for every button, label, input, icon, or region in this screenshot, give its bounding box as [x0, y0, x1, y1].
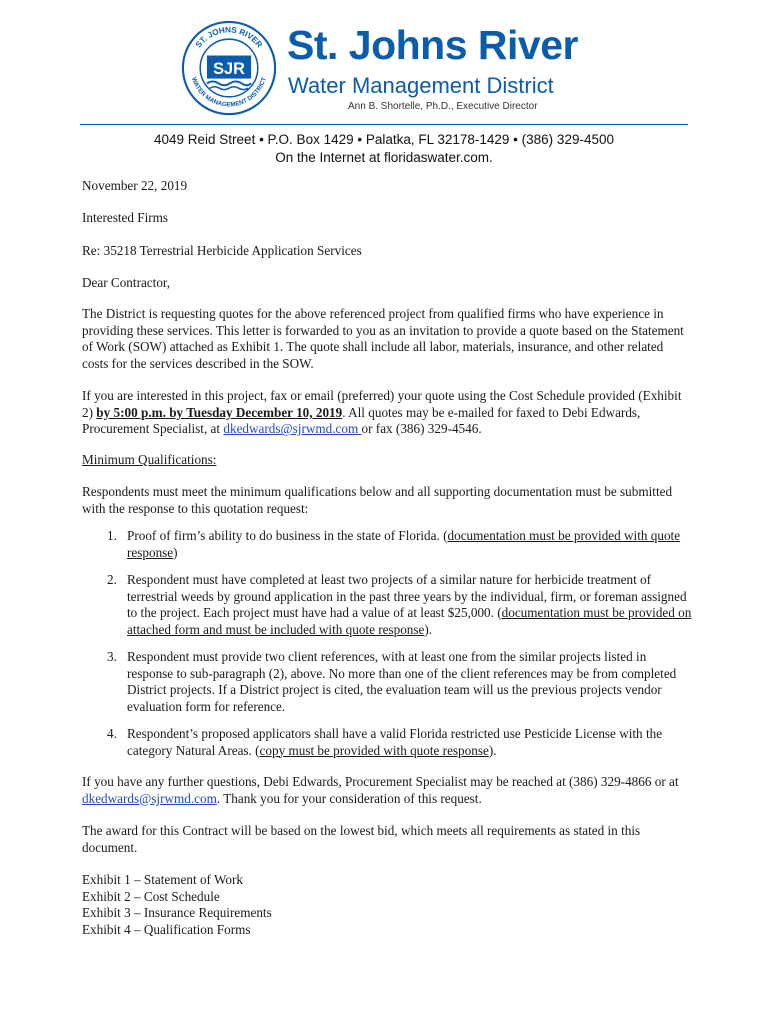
- paragraph-request: The District is requesting quotes for the above referenced project from qualified firms who have experience in providing these services. This letter is forwarded to you as an invitation to provide a quote based on the Statement of Work (SOW) attached as Exhibit 1. The quote shall include all labor, materials, insurance, and other related costs for the services described in the SOW.: [82, 306, 684, 371]
- min-qualifications-heading: Minimum Qualifications:: [82, 452, 217, 467]
- exhibit-item: Exhibit 3 – Insurance Requirements: [82, 905, 272, 921]
- org-subtitle: Water Management District: [288, 73, 554, 98]
- letter-recipient: Interested Firms: [82, 210, 169, 225]
- seal-initials: SJR: [213, 59, 245, 78]
- exhibit-item: Exhibit 4 – Qualification Forms: [82, 921, 251, 937]
- qualification-item-2: 2. Respondent must have completed at least two projects of a similar nature for herbicide treatment of terrestrial weeds by ground application in the past three years by the individual, firm, or foreman assigned to the project. Each project must have had a value of at least $25,000. (documentation must be provided on attached form and must be included with quote response).: [107, 572, 692, 637]
- paragraph-submission: If you are interested in this project, fax or email (preferred) your quote using the Cost Schedule provided (Exhibit 2) by 5:00 p.m. by Tuesday December 10, 2019. All quotes may be e-mailed for faxed to Debi Edwards, Procurement Specialist, at dkedwards@sjrwmd.com or fax (386) 329-4546.: [82, 388, 682, 437]
- exhibit-item: Exhibit 2 – Cost Schedule: [82, 888, 220, 904]
- district-seal-logo: [181, 20, 277, 116]
- seal-text-bottom: WATER MANAGEMENT DISTRICT: [189, 76, 268, 109]
- letterhead-divider: [80, 124, 688, 125]
- deadline-text: by 5:00 p.m. by Tuesday December 10, 2019: [96, 404, 343, 420]
- min-qualifications-intro: Respondents must meet the minimum qualifications below and all supporting documentation must be submitted with the response to this quotation request:: [82, 484, 673, 516]
- qualification-item-3: 3. Respondent must provide two client references, with at least one from the similar projects listed in response to sub-paragraph (2), above. No more than one of the client references may be from completed District projects. If a District project is cited, the evaluation team will us the previous projects vendor evaluation form for reference.: [107, 649, 677, 714]
- svg-text:WATER MANAGEMENT DISTRICT: [190, 76, 268, 108]
- district-address: 4049 Reid Street • P.O. Box 1429 • Palatka, FL 32178-1429 • (386) 329-4500: [154, 132, 614, 147]
- qualification-item-1: 1. Proof of firm’s ability to do business in the state of Florida. (documentation must be provided with quote response): [107, 528, 681, 560]
- paragraph-questions: If you have any further questions, Debi Edwards, Procurement Specialist may be reached at (386) 329-4866 or at dkedwards@sjrwmd.com. Thank you for your consideration of this request.: [82, 774, 679, 806]
- org-name: St. Johns River: [287, 22, 578, 68]
- exhibit-list: [82, 872, 692, 938]
- email-link-1[interactable]: dkedwards@sjrwmd.com: [223, 421, 362, 437]
- qualification-item-4: 4. Respondent’s proposed applicators shall have a valid Florida restricted use Pesticide License with the category Natural Areas. (copy must be provided with quote response).: [107, 726, 663, 758]
- paragraph-award: The award for this Contract will be based on the lowest bid, which meets all requirements as stated in this document.: [82, 823, 641, 855]
- letter-date: November 22, 2019: [82, 178, 188, 193]
- seal-text-top: ST. JOHNS RIVER: [193, 25, 265, 50]
- re-line: Re: 35218 Terrestrial Herbicide Application Services: [82, 243, 362, 258]
- executive-director: Ann B. Shortelle, Ph.D., Executive Director: [348, 101, 538, 112]
- exhibit-item: Exhibit 1 – Statement of Work: [82, 872, 243, 887]
- email-link-2[interactable]: dkedwards@sjrwmd.com: [82, 790, 217, 806]
- district-website-line: On the Internet at floridaswater.com.: [275, 150, 493, 165]
- salutation: Dear Contractor,: [82, 275, 171, 290]
